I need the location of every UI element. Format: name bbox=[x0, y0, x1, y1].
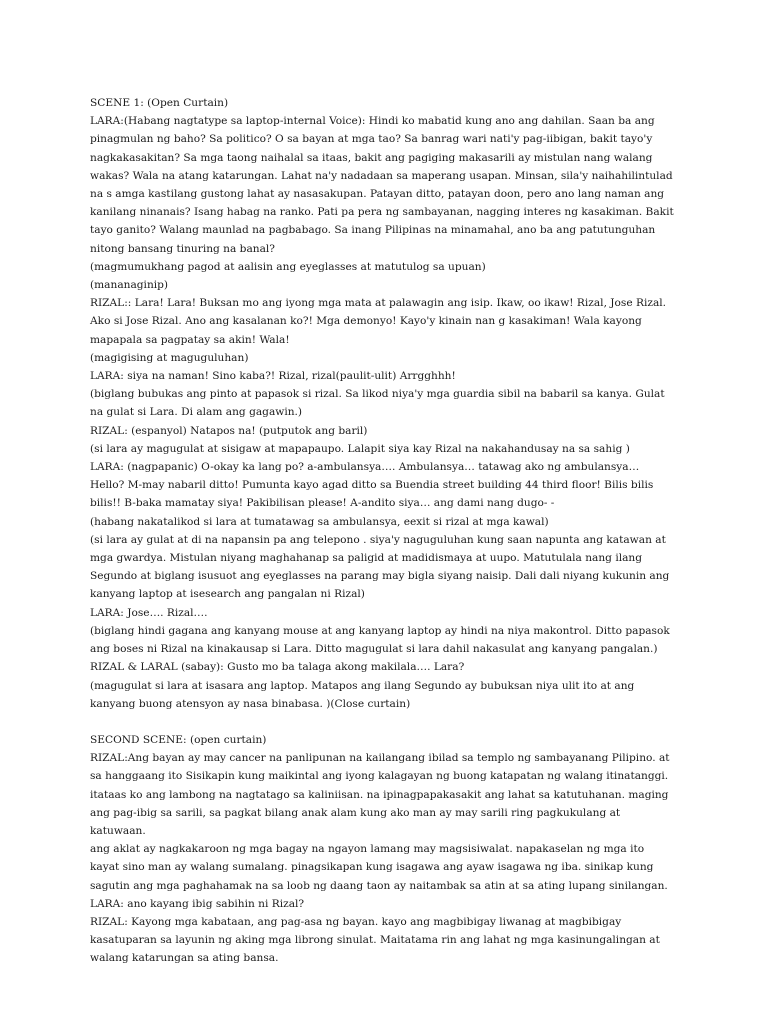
dialogue-line: LARA: siya na naman! Sino kaba?! Rizal, rizal(paulit-ulit) Arrgghhh! bbox=[90, 370, 456, 383]
dialogue-line: ang aklat ay nagkakaroon ng mga bagay na ngayon lamang may magsisiwalat. napakaselan ng mga ito kayat sino man ay walang sumalang. pinagsikapan kung isagawa ang ayaw isagawa ng iba. sinikap kung sagutin ang mga paghahamak na sa loob ng daang taon ay naitambak sa atin at sa ating lupang sinilangan. bbox=[90, 843, 668, 892]
scene-heading: SCENE 1: (Open Curtain) bbox=[90, 97, 229, 109]
stage-direction: (magugulat si lara at isasara ang laptop. Matapos ang ilang Segundo ay bubuksan niya ulit ito at ang kanyang buong atensyon ay nasa binabasa. )(Close curtain) bbox=[90, 679, 635, 710]
scene-heading: SECOND SCENE: (open curtain) bbox=[90, 733, 267, 746]
stage-direction: (magmumukhang pagod at aalisin ang eyeglasses at matutulog sa upuan) bbox=[90, 260, 486, 273]
stage-direction: (si lara ay gulat at di na napansin pa ang telepono . siya'y naguguluhan kung saan napunta ang katawan at mga gwardya. Mistulan niyang maghahanap sa paligid at madidismaya at uupo. Matutulala nang ilang Segundo at biglang isusuot ang eyeglasses na parang may bigla siyang naisip. Dali dali niyang kukunin ang kanyang laptop at isesearch ang pangalan ni Rizal) bbox=[90, 533, 670, 601]
stage-direction: (habang nakatalikod si lara at tumatawag sa ambulansya, eexit si rizal at mga kawal) bbox=[90, 515, 549, 528]
dialogue-line: RIZAL: (espanyol) Natapos na! (putputok ang baril) bbox=[90, 424, 368, 437]
scene-break bbox=[90, 713, 676, 731]
dialogue-line: Hello? M-may nabaril ditto! Pumunta kayo agad ditto sa Buendia street building 44 third floor! Bilis bilis bilis!! B-baka mamatay siya! Pakibilisan please! A-andito siya… ang dami nang dugo- - bbox=[90, 479, 654, 510]
stage-direction: (magigising at maguguluhan) bbox=[90, 351, 249, 364]
dialogue-line: RIZAL & LARAL (sabay): Gusto mo ba talaga akong makilala…. Lara? bbox=[90, 661, 465, 674]
stage-direction: (mananaginip) bbox=[90, 279, 169, 292]
stage-direction: (si lara ay magugulat at sisigaw at mapapaupo. Lalapit siya kay Rizal na nakahandusay na sa sahig ) bbox=[90, 442, 630, 455]
script-text bbox=[90, 94, 676, 968]
stage-direction: (biglang bubukas ang pinto at papasok si rizal. Sa likod niya'y mga guardia sibil na babaril sa kanya. Gulat na gulat si Lara. Di alam ang gagawin.) bbox=[90, 388, 665, 419]
dialogue-line: LARA: (nagpapanic) O-okay ka lang po? a-ambulansya…. Ambulansya… tatawag ako ng ambulansya… bbox=[90, 461, 640, 474]
dialogue-line: LARA: ano kayang ibig sabihin ni Rizal? bbox=[90, 897, 305, 910]
dialogue-line: LARA:(Habang nagtatype sa laptop-internal Voice): Hindi ko mabatid kung ano ang dahilan. Saan ba ang pinagmulan ng baho? Sa politico? O sa bayan at mga tao? Sa banrag wari nati'y pag-iibigan, bakit tayo'y nagkakasakitan? Sa mga taong naihalal sa itaas, bakit ang pagiging makasarili ay mistulan nang walang wakas? Wala na atang katarungan. Lahat na'y nadadaan sa maperang usapan. Minsan, sila'y naihahilintulad na s amga kastilang gustong lahat ay nasasakupan. Patayan ditto, patayan doon, pero ano lang naman ang kanilang ninanais? Isang habag na ranko. Pati pa pera ng sambayanan, nagging interes ng kasakiman. Bakit tayo ganito? Walang maunlad na pagbabago. Sa inang Pilipinas na minamahal, ano ba ang patutunguhan nitong bansang tinuring na banal? bbox=[90, 115, 674, 255]
dialogue-line: RIZAL:Ang bayan ay may cancer na panlipunan na kailangang ibilad sa templo ng sambayanang Pilipino. at sa hanggaang ito Sisikapin kung maikintal ang iyong kalagayan ng buong katapatan ng walang itinatanggi. itataas ko ang lambong na nagtatago sa kaliniisan. na ipinagpapakasakit ang lahat sa katutuhanan. maging ang pag-ibig sa sarili, sa pagkat bilang anak alam kung ako man ay may sarili ring pagkukulang at katuwaan. bbox=[90, 752, 670, 837]
dialogue-line: RIZAL:: Lara! Lara! Buksan mo ang iyong mga mata at palawagin ang isip. Ikaw, oo ikaw! Rizal, Jose Rizal. Ako si Jose Rizal. Ano ang kasalanan ko?! Mga demonyo! Kayo'y kinain nan g kasakiman! Wala kayong mapapala sa pagpatay sa akin! Wala! bbox=[90, 297, 667, 346]
dialogue-line: RIZAL: Kayong mga kabataan, ang pag-asa ng bayan. kayo ang magbibigay liwanag at magbibigay kasatuparan sa layunin ng aking mga librong sinulat. Maitatama rin ang lahat ng mga kasinungalingan at walang katarungan sa ating bansa. bbox=[90, 915, 660, 965]
stage-direction: (biglang hindi gagana ang kanyang mouse at ang kanyang laptop ay hindi na niya makontrol. Ditto papasok ang boses ni Rizal na kinakausap si Lara. Ditto magugulat si lara dahil nakasulat ang kanyang pangalan.) bbox=[90, 624, 670, 656]
dialogue-line: LARA: Jose…. Rizal…. bbox=[90, 606, 208, 619]
